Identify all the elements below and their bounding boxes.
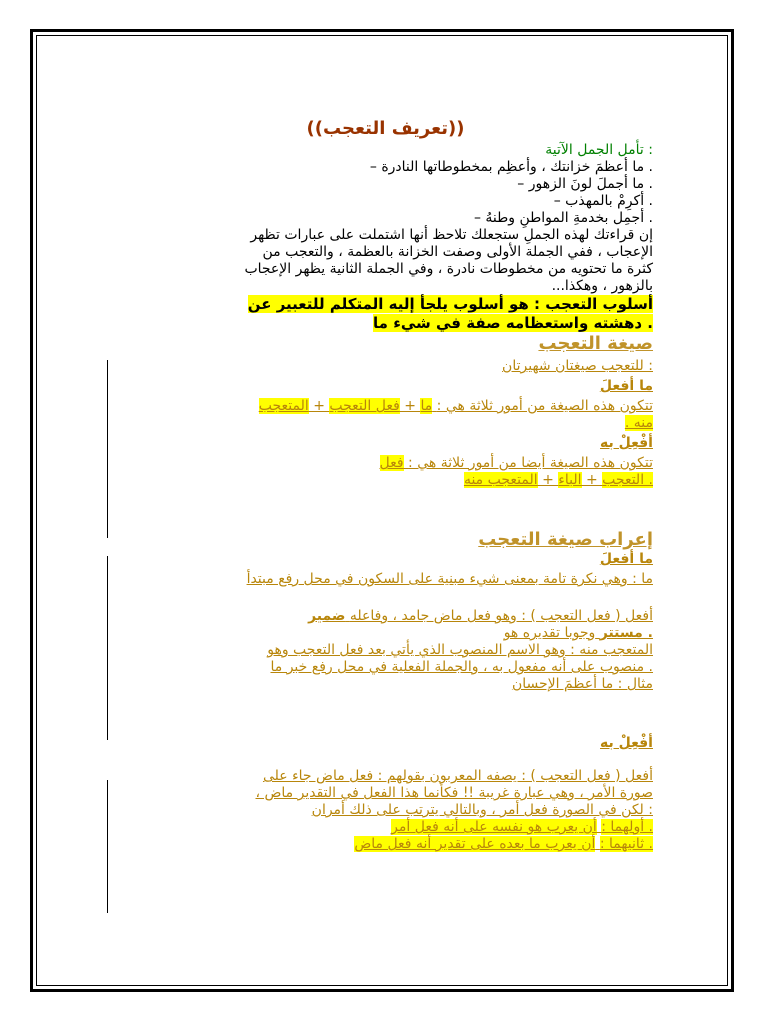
- form1-description-cont: منه .: [624, 415, 653, 431]
- intro-line: : تأمل الجمل الآتية: [545, 142, 653, 158]
- example-1: . ما أعظمَ خزانتك ، وأعظِم بمخطوطاتها النادرة –: [369, 159, 653, 175]
- parsing-line: . منصوب على أنه مفعول به ، والجملة الفعلية في محل رفع خبر ما: [270, 659, 653, 675]
- parsing-heading: إعراب صيغة التعجب: [478, 529, 653, 550]
- forms-heading: صيغة التعجب: [538, 333, 653, 354]
- example-2: . ما أجملَ لونَ الزهور –: [517, 176, 653, 192]
- form2-line: : لكن في الصورة فعل أمر ، وبالتالي يترتب على ذلك أمران: [311, 802, 653, 818]
- definition-line: أسلوب التعجب : هو أسلوب يلجأ إليه المتكلم للتعبير عن: [247, 295, 653, 313]
- definition: [118, 295, 653, 333]
- parsing-example: مثال : ما أعظمَ الإحسان: [511, 676, 653, 692]
- document-body: [118, 118, 653, 853]
- form2-line: أفعل ( فعل التعجب ) : يصفه المعربون بقولهم : فعل ماض جاء على: [262, 768, 653, 784]
- forms-intro: : للتعجب صيغتان شهيرتان: [502, 358, 653, 374]
- form2-line: صورة الأمر ، وهي عبارة غريبة !! فكأنما هذا الفعل في التقدير ماض ،: [255, 785, 653, 801]
- form1-label: ما أفعلَ: [599, 378, 653, 394]
- form2-label: أفْعِلْ به: [600, 435, 653, 451]
- form2-description: تتكون هذه الصيغة أيضا من أمور ثلاثة هي : فعل: [379, 455, 653, 471]
- definition-line: . دهشته واستعظامه صفة في شيء ما: [373, 314, 653, 332]
- form2-line: . أولهما : أن يعرب هو نفسه على أنه فعل أمر: [391, 819, 653, 835]
- form2-description-cont: . التعجب + الباء + المتعجب منه: [463, 472, 653, 488]
- form1-description: تتكون هذه الصيغة من أمور ثلاثة هي : ما + فعل التعجب + المتعجب: [258, 398, 653, 414]
- parsing-line: أفعل ( فعل التعجب ) : وهو فعل ماض جامد ، وفاعله ضمير: [308, 608, 653, 624]
- example-3: . أكرِمْ بالمهذب –: [553, 193, 653, 209]
- section-rule: [107, 360, 108, 538]
- parsing-form1-label: ما أفعلَ: [599, 551, 653, 567]
- parsing-line: . مستتر وجوبا تقديره هو: [503, 625, 653, 641]
- form2-section-heading: أفْعِلْ به: [600, 735, 653, 751]
- paragraph-line: كثرة ما تحتويه من مخطوطات نادرة ، وفي الجملة الثانية يظهر الإعجاب: [244, 261, 653, 277]
- paragraph-line: إن قراءتك لهذه الجملِ ستجعلك تلاحظ أنها اشتملت على عبارات تظهر: [250, 227, 653, 243]
- parsing-line: ما : وهي نكرة تامة بمعنى شيء مبنية على السكون في محل رفع مبتدأ: [246, 571, 653, 587]
- example-4: . أجمِل بخدمةِ المواطنِ وطنهُ –: [473, 210, 653, 226]
- section-rule: [107, 556, 108, 740]
- page-title: ((تعريف التعجب)): [306, 118, 465, 139]
- paragraph-line: الإعجاب ، ففي الجملة الأولى وصفت الخزانة بالعظمة ، والتعجب من: [262, 244, 653, 260]
- section-rule: [107, 780, 108, 913]
- paragraph-line: بالزهور ، وهكذا...: [551, 278, 653, 294]
- parsing-line: المتعجب منه : وهو الاسم المنصوب الذي يأتي بعد فعل التعجب وهو: [267, 642, 653, 658]
- form2-line: . ثانيهما : أن يعرب ما بعده على تقدير أنه فعل ماض: [354, 836, 653, 852]
